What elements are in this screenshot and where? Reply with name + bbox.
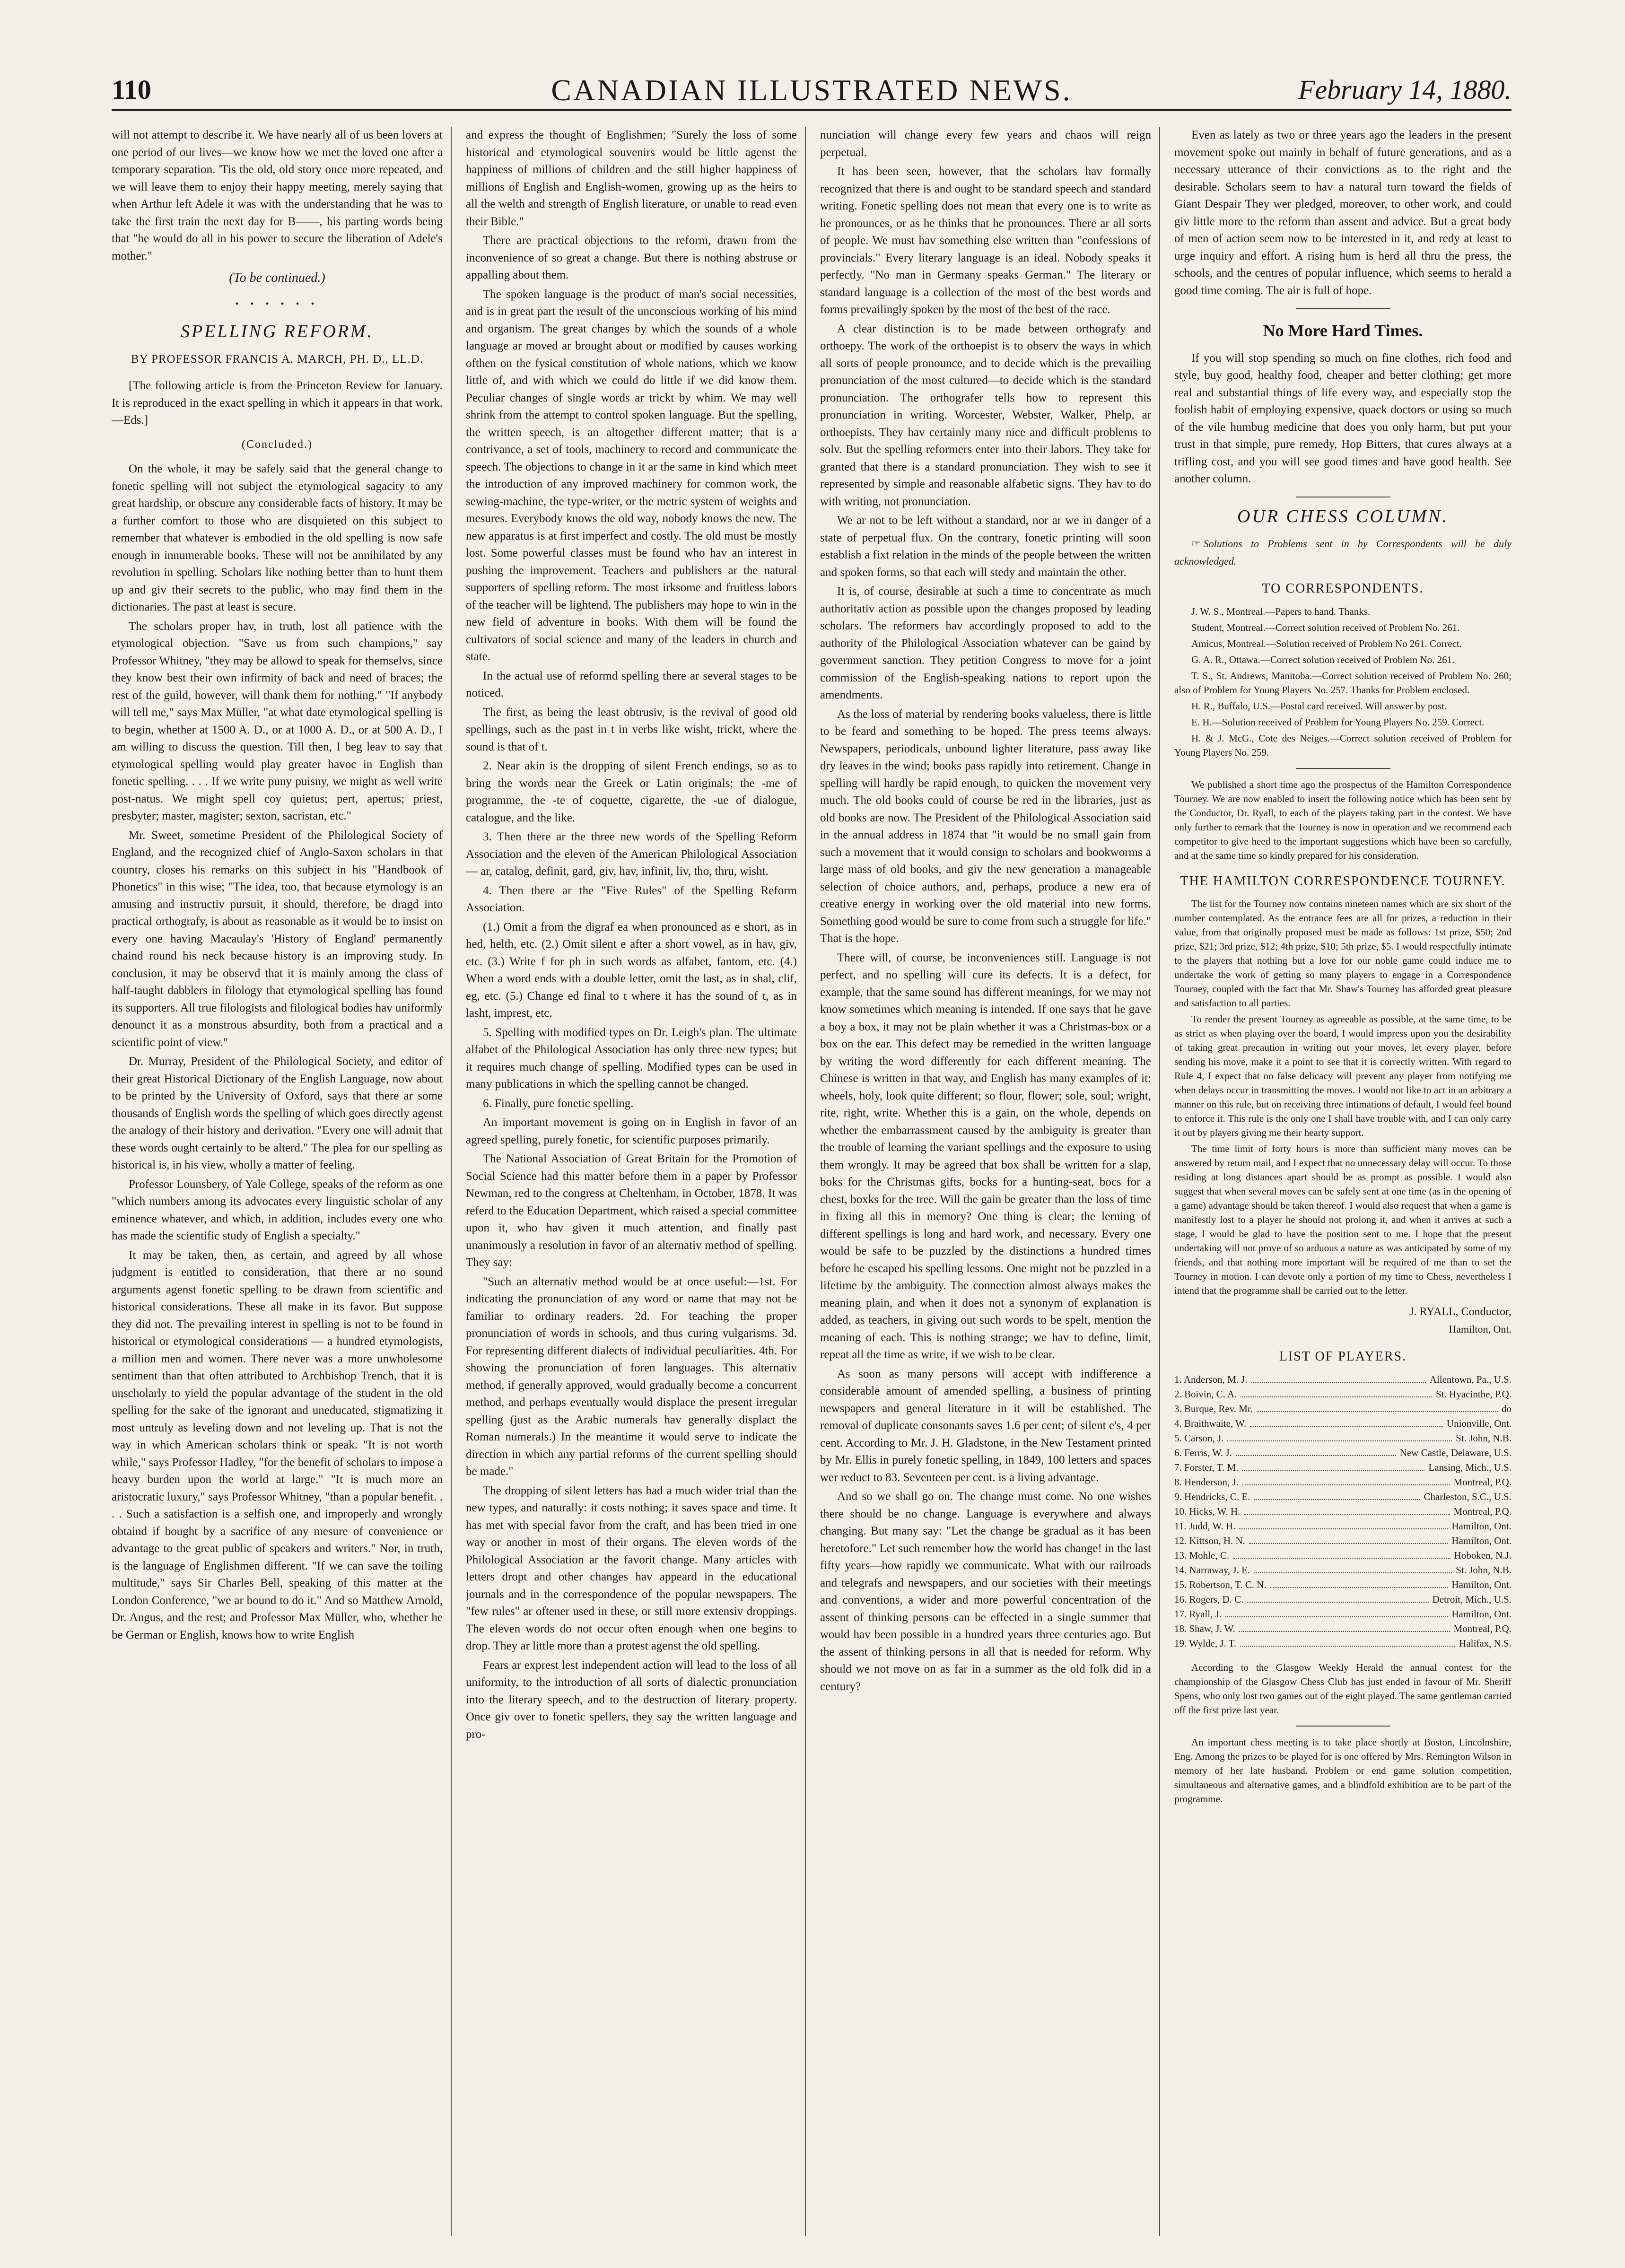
article-paragraph: On the whole, it may be safely said that the general change to fonetic spelling will not subject the etymological sagacity to any great hardship, or obscure any considerable facts of history. It may be a further comfort to those who are disquieted on this subject to remember that whatever is embodied in the old spelling is now safe enough in innumerable books. These will not be annihilated by any revolution in spelling. Scholars like nothing better than to hunt them up and giv their secrets to the public, who may find them in the dictionaries. The past at least is secure.: [112, 462, 443, 613]
article-paragraph: It may be taken, then, as certain, and agreed by all whose judgment is entitled to consideration, that there ar no sound arguments agenst fonetic spelling to be drawn from scientific and historical considerations. These all make in its favor. But suppose they did not. The prevailing interest in spelling is not to be found in historical or etymological considerations — a hundred etymologists, a million men and women. There never was a more unwholesome sentiment than that often attributed to Archbishop Trench, that it is unscholarly to yield the popular advantage of the student in the old spelling for the sake of the ignorant and uneducated, stigmatizing it most untruly as leveling down and not leveling up. That is not the way in which American scholars think or speak. "It is not worth while," says Professor Hadley, "for the benefit of scholars to impose a heavy burden upon the world at large." "It is much more an aristocratic luxury," says Professor Whitney, "than a popular benefit. . . . Such a satisfaction is a selfish one, and improperly and wrongly obtaind if bought by a sacrifice of any mesure of convenience or advantage to the great public of speakers and writers." Nor, in truth, is the language of Englishmen different. "If we can save the toiling multitude," says Sir Charles Bell, speaking of this matter at the London Conference, "we ar bound to do it." And so Matthew Arnold, Dr. Angus, and the rest; and Professor Max Müller, who, whether he be German or English, knows how to write English: [112, 1248, 443, 1641]
article-title: SPELLING REFORM.: [180, 322, 374, 341]
player-place: Allentown, Pa., U.S.: [1429, 1373, 1511, 1385]
leader-dots: [1242, 1475, 1450, 1485]
tourney-heading: THE HAMILTON CORRESPONDENCE TOURNEY.: [1180, 873, 1506, 889]
player-name: 4. Braithwaite, W.: [1174, 1417, 1247, 1429]
leader-dots: [1244, 1504, 1450, 1515]
leader-dots: [1270, 1578, 1448, 1588]
to-be-continued-note: (To be continued.): [229, 270, 325, 285]
leader-dots: [1254, 1490, 1420, 1500]
article-paragraph: We ar not to be left without a standard, nor ar we in danger of a state of perpetual flux. On the contrary, fonetic printing will soon establish a fixt relation in the minds of the people between the written and spoken forms, so that each will stedy and maintain the other.: [820, 514, 1151, 579]
issue-date: February 14, 1880.: [1298, 74, 1511, 105]
player-name: 14. Narraway, J. E.: [1174, 1564, 1250, 1576]
leader-dots: [1241, 1387, 1432, 1397]
player-entry: [1174, 1387, 1511, 1402]
page-number: 110: [112, 74, 151, 105]
player-entry: [1174, 1607, 1511, 1622]
player-name: 3. Burque, Rev. Mr.: [1174, 1403, 1253, 1414]
article-paragraph: The first, as being the least obtrusiv, is the revival of good old spellings, such as the past in t in verbs like wisht, trickt, where the sound is that of t.: [466, 706, 797, 753]
article-paragraph: 4. Then there ar the "Five Rules" of the Spelling Reform Association.: [466, 884, 797, 914]
player-entry: [1174, 1460, 1511, 1475]
section-divider: [1296, 1726, 1390, 1727]
leader-dots: [1239, 1519, 1448, 1529]
player-name: 19. Wylde, J. T.: [1174, 1637, 1237, 1649]
column-divider: [805, 127, 806, 2236]
player-place: Hamilton, Ont.: [1451, 1608, 1511, 1620]
article-paragraph: 2. Near akin is the dropping of silent French endings, so as to bring the words near the Greek or Latin originals; the -me of programme, the -te of coquette, cigarette, the -ue of dialogue, catalogue, and the like.: [466, 759, 797, 824]
player-name: 2. Boivin, C. A.: [1174, 1388, 1237, 1400]
correspondent-entry: T. S., St. Andrews, Manitoba.—Correct solution received of Problem No. 260; also of Problem for Young Players No. 257. Thanks for Problem enclosed.: [1174, 670, 1511, 696]
players-list: [1174, 1372, 1511, 1651]
player-name: 5. Carson, J.: [1174, 1432, 1224, 1444]
player-name: 11. Judd, W. H.: [1174, 1520, 1236, 1532]
conductor-place: Hamilton, Ont.: [1449, 1323, 1511, 1335]
player-name: 16. Rogers, D. C.: [1174, 1593, 1244, 1605]
player-place: Montreal, P.Q.: [1453, 1505, 1511, 1517]
players-heading: LIST OF PLAYERS.: [1279, 1349, 1407, 1364]
chess-notice: [1174, 535, 1511, 570]
player-entry: [1174, 1636, 1511, 1651]
player-place: do: [1502, 1403, 1511, 1414]
player-name: 17. Ryall, J.: [1174, 1608, 1222, 1620]
player-entry: [1174, 1519, 1511, 1534]
article-paragraph: And so we shall go on. The change must come. No one wishes there should be no change. Language is everywhere and always changing. But many say: "Let the change be gradual as it has been heretofore." Let such remember how the world has change! in the last fifty years—how rapidly we communicate. What with our railroads and telegrafs and newspapers, and our societies with their meetings and conventions, a wider and more powerful concentration of the assent of thinking persons can be effected in a single summer that would hav been possible in a hundred years three centuries ago. But the assent of thinking persons in all that is needed for reform. Why should we not move on as far in a summer as the old folk did in a century?: [820, 1490, 1151, 1693]
article-paragraph: As soon as many persons will accept with indifference a considerable amount of amended spelling, a business of printing newspapers and general literature in it will be established. The removal of duplicate consonants saves 1.6 per cent; of silent e's, 4 per cent. According to Mr. J. H. Gladstone, in the New Testament printed by Mr. Ellis in purely fonetic spelling, in 1849, 100 letters and spaces wer reduct to 83. Seventeen per cent. is a living advantage.: [820, 1367, 1151, 1484]
correspondents-heading: TO CORRESPONDENTS.: [1262, 581, 1424, 596]
leader-dots: [1257, 1402, 1498, 1412]
column-divider: [451, 127, 452, 2236]
player-entry: [1174, 1534, 1511, 1548]
correspondent-entry: J. W. S., Montreal.—Papers to hand. Thanks.: [1191, 605, 1371, 617]
article-paragraph: There will, of course, be inconveniences still. Language is not perfect, and no spelling will cure its defects. It is a defect, for example, that the same sound has different meanings, for we may not know sometimes which meaning is intended. If one says that he gave a boy a box, it may not be plain whether it was a Christmas-box or a box on the ear. This defect may be remedied in the written language by writing the word differently for each different meaning. The Chinese is written in that way, and English has many examples of it: wheels, holy, look quite different; so flour, flower; sole, soul; wright, rite, right, write. Whether this is a gain, on the whole, depends on whether the embarrassment caused by the ambiguity is greater than the trouble of learning the variant spellings and the exposure to using them wrongly. It may be agreed that box shall be written for a slap, boks for the Christmas gifts, bocks for a hunting-seat, bocs for a chest, boxks for the tree. Will the gain be greater than the loss of time in fixing all this in memory? One thing is clear; the lerning of different spellings is long and hard work, and necessary. Every one would be safe to be puzzled by the distinctions a hundred times before he escaped his spelling lessons. One might not be puzzled in a lifetime by the ambiguity. The connection almost always makes the meaning plain, and when it does not a synonym of explanation is added, as teachers, in giving out such words to be spelt, mention the meaning of each. This is nothing strange; we hav to define, limit, repeat all the time as write, if we wish to be clear.: [820, 951, 1151, 1361]
leader-dots: [1249, 1534, 1448, 1544]
article-paragraph: It is, of course, desirable at such a time to concentrate as much authoritativ action as possible upon the changes proposed by leading scholars. The reformers hav accordingly proposed to add to the authority of the Philological Association whatever can be gaind by government sanction. They petition Congress to move for a joint commission of the English-speaking nations to report upon the amendments.: [820, 585, 1151, 701]
player-entry: [1174, 1372, 1511, 1387]
player-name: 9. Hendricks, C. E.: [1174, 1491, 1250, 1502]
article-paragraph: It has been seen, however, that the scholars hav formally recognized that there is and ought to be standard speech and standard writing. Fonetic spelling does not mean that every one is to write as he pronounces, or as he thinks that he pronounces. There ar all sorts of people. We must hav something else written than "confessions of provincials." Every literary language is an ideal. Nobody speaks it perfectly. "No man in Germany speaks German." The literary or standard language is a collection of the most of the best words and forms prevailingly spoken by the most of the best of the race.: [820, 165, 1151, 316]
player-entry: [1174, 1504, 1511, 1519]
newspaper-title: CANADIAN ILLUSTRATED NEWS.: [551, 73, 1072, 107]
leader-dots: [1225, 1607, 1448, 1617]
player-name: 18. Shaw, J. W.: [1174, 1622, 1235, 1634]
article-paragraph: The National Association of Great Britain for the Promotion of Social Science had this matter before them in a paper by Professor Newman, red to the congress at Cheltenham, in October, 1878. It was referd to the Education Department, which raised a special committee upon it, who hav given it much attention, and finally past unanimously a resolution in favor of an alternativ method of spelling. They say:: [466, 1152, 797, 1269]
correspondent-entry: H. R., Buffalo, U.S.—Postal card received. Will answer by post.: [1191, 700, 1447, 712]
editor-note: [The following article is from the Princeton Review for January. It is reproduced in the exact spelling in which it appears in that work.—Eds.]: [112, 379, 443, 427]
tourney-paragraph: The time limit of forty hours is more than sufficient many moves can be answered by return mail, and I expect that no unnecessary delay will occur. To those residing at long distances apart should be as prompt as possible. I would also suggest that when several moves can be safely sent at one time (as in the opening of a game) advantage should be taken thereof. I would also request that when a game is manifestly lost to a player he should not prolong it, and when it arrives at such a stage, I would be glad to have the position sent to me. I hope that the present undertaking will not prove of so arduous a nature as was anticipated by some of my friends, and that nothing more important will be required of me than to set the Tourney in motion. I can devote only a portion of my time to Chess, nevertheless I intend that the programme shall be carried out to the letter.: [1174, 1143, 1511, 1296]
player-entry: [1174, 1622, 1511, 1636]
player-place: Lansing, Mich., U.S.: [1428, 1461, 1511, 1473]
article-paragraph: nunciation will change every few years and chaos will reign perpetual.: [820, 129, 1151, 159]
column-3: [820, 127, 1151, 2236]
article-paragraph: "Such an alternativ method would be at once useful:—1st. For indicating the pronunciation of any word or name that may not be familiar to ordinary readers. 2d. For teaching the proper pronunciation of words in schools, and thus curing vulgarisms. 3d. For representing different dialects of individual peculiarities. 4th. For showing the pronunciation of foren languages. This alternativ method, if generally approved, would gradually become a concurrent method, and perhaps eventually would displace the present irregular spelling (just as the Arabic numerals hav generally displact the Roman numerals.) In the meantime it would serve to indicate the direction in which any partial reforms of the current spelling should be made.": [466, 1275, 797, 1478]
advertisement-title: No More Hard Times.: [1263, 321, 1423, 340]
column-1: [112, 127, 443, 2236]
boston-note: An important chess meeting is to take place shortly at Boston, Lincolnshire, Eng. Among the prizes to be played for is one offered by Mrs. Remington Wilson in memory of her late husband. Problem or end game solution competition, simultaneous and alternative games, and a blindfold exhibition are to be part of the programme.: [1174, 1736, 1511, 1805]
player-place: Charleston, S.C., U.S.: [1424, 1491, 1511, 1502]
player-entry: [1174, 1548, 1511, 1563]
article-paragraph: The dropping of silent letters has had a much wider trial than the new types, and naturally: it costs nothing; it saves space and time. It has met with special favor from the craft, and has been tried in one way or another in most of their organs. The eleven words of the Philological Association ar the favorit change. Many articles with letters dropt and other changes hav appeard in the educational journals and in the correspondence of the popular newspapers. The "few rules" ar oftener used in these, or still more extensiv droppings. The eleven words do not occur often enough when one begins to drop. They ar little more than a protest agenst the old spelling.: [466, 1484, 797, 1652]
player-name: 1. Anderson, M. J.: [1174, 1373, 1248, 1385]
player-place: Montreal, P.Q.: [1453, 1622, 1511, 1634]
player-place: Hamilton, Ont.: [1451, 1579, 1511, 1590]
article-paragraph: An important movement is going on in English in favor of an agreed spelling, purely fonetic, for scientific purposes primarily.: [466, 1116, 797, 1146]
article-paragraph: Professor Lounsbery, of Yale College, speaks of the reform as one "which numbers among its advocates every linguistic scholar of any eminence whatever, and which, in addition, includes every one who has made the scientific study of English a specialty.": [112, 1178, 443, 1242]
chess-notice-text: Solutions to Problems sent in by Correspondents will be duly acknowledged.: [1174, 538, 1511, 567]
correspondent-entry: G. A. R., Ottawa.—Correct solution received of Problem No. 261.: [1191, 654, 1455, 665]
leader-dots: [1247, 1592, 1428, 1603]
leader-dots: [1239, 1622, 1450, 1632]
tourney-paragraph: The list for the Tourney now contains nineteen names which are six short of the number contemplated. As the entrance fees are all for prizes, a reduction in their value, from that originally proposed must be made as follows: 1st prize, $50; 2nd prize, $21; 3rd prize, $12; 4th prize, $10; 5th prize, $5. I would respectfully intimate to the players that nothing but a love for our noble game could induce me to undertake the work of getting so many players to engage in a Correspondence Tourney, coupled with the fact that Mr. Shaw's Tourney has afforded great pleasure and satisfaction to all parties.: [1174, 898, 1511, 1009]
article-paragraph: The spoken language is the product of man's social necessities, and is in great part the result of the unconscious working of his mind and organism. The great changes by which the sounds of a whole language ar moved ar brought about or modified by causes working ofthen on the fysical constitution of whole nations, which we know little of, and with which we could do little if we did know them. Peculiar changes of single words ar trickt by whim. We may well shrink from the attempt to control spoken language. But the spelling, the written speech, is an altogether different matter; that is a contrivance, a set of tools, machinery to record and communicate the speech. The objections to change in it ar the same in kind which meet the introduction of any improved machinery for common work, the sewing-machine, the type-writer, or the metric system of weights and mesures. Everybody knows the old way, nobody knows the new. The new apparatus is at first imperfect and costly. The old must be mostly lost. Some powerful classes must be found who hav an interest in pushing the improvement. Teachers and publishers ar the natural supporters of spelling reform. The most irksome and fruitless labors of the teacher will be lightend. The publishers may hope to win in the new field of adventure in books. With them will be found the cultivators of social science and many of the leaders in church and state.: [466, 288, 797, 663]
leader-dots: [1251, 1372, 1426, 1383]
advertisement-text: If you will stop spending so much on fine clothes, rich food and style, buy good, healthy food, cheaper and better clothing; get more real and substantial things of life every way, and especially stop the foolish habit of employing expensive, quack doctors or using so much of the vile humbug medicine that does you only harm, but put your trust in that simple, pure remedy, Hop Bitters, that cures always at a trifling cost, and you will see good times and have good health. See another column.: [1174, 351, 1511, 485]
leader-dots: [1227, 1431, 1452, 1441]
player-place: Hoboken, N.J.: [1454, 1549, 1511, 1561]
player-entry: [1174, 1416, 1511, 1431]
correspondent-entry: H. & J. McG., Cote des Neiges.—Correct solution received of Problem for Young Players No. 259.: [1174, 732, 1511, 758]
article-paragraph: and express the thought of Englishmen; "Surely the loss of some historical and etymological souvenirs would be little agenst the happiness of millions of children and the still higher happiness of millions of English and English-women, growing up as the heirs to all the welth and strength of English literature, or unable to read even their Bible.": [466, 129, 797, 228]
player-entry: [1174, 1446, 1511, 1460]
player-entry: [1174, 1402, 1511, 1416]
player-place: Hamilton, Ont.: [1451, 1535, 1511, 1546]
player-place: St. Hyacinthe, P.Q.: [1436, 1388, 1511, 1400]
player-place: Halifax, N.S.: [1459, 1637, 1511, 1649]
player-place: St. John, N.B.: [1456, 1564, 1511, 1576]
masthead: [112, 71, 1511, 111]
player-entry: [1174, 1475, 1511, 1490]
column-4: [1174, 127, 1511, 2236]
article-paragraph: 3. Then there ar the three new words of the Spelling Reform Association and the eleven of the American Philological Association — ar, catalog, definit, gard, giv, hav, infinit, liv, tho, thru, wisht.: [466, 830, 797, 878]
conductor-signature: J. RYALL, Conductor,: [1409, 1306, 1511, 1318]
player-name: 13. Mohle, C.: [1174, 1549, 1230, 1561]
player-place: St. John, N.B.: [1456, 1432, 1511, 1444]
player-entry: [1174, 1563, 1511, 1578]
article-paragraph: Even as lately as two or three years ago the leaders in the present movement spoke out mainly in behalf of future generations, and as a necessary utterance of their convictions as to the right and the desirable. Scholars seem to hav a natural turn toward the fields of Giant Despair They wer pledged, moreover, to other work, and could giv little more to the reform than assent and advice. But a great body of men of action seem now to be interested in it, and redy at least to urge inquiry and effort. A rising hum is herd all thru the press, the schools, and the centres of popular influence, which seems to herald a good time coming. The air is full of hope.: [1174, 129, 1511, 297]
column-2: [466, 127, 797, 2236]
player-place: Unionville, Ont.: [1446, 1417, 1511, 1429]
leader-dots: [1242, 1460, 1424, 1471]
player-place: Montreal, P.Q.: [1453, 1476, 1511, 1488]
player-name: 7. Forster, T. M.: [1174, 1461, 1239, 1473]
leader-dots: [1236, 1446, 1396, 1456]
player-name: 12. Kittson, H. N.: [1174, 1535, 1245, 1546]
article-paragraph: There are practical objections to the reform, drawn from the inconvenience of so great a change. But there is nothing abstruse or appalling about them.: [466, 234, 797, 281]
article-paragraph: (1.) Omit a from the digraf ea when pronounced as e short, as in hed, helth, etc. (2.) Omit silent e after a short vowel, as in hav, giv, etc. (3.) Write f for ph in such words as alfabet, fantom, etc. (4.) When a word ends with a double letter, omit the last, as in shal, clif, eg, etc. (5.) Change ed final to t where it has the sound of t, as in lasht, imprest, etc.: [466, 920, 797, 1020]
tourney-paragraph: To render the present Tourney as agreeable as possible, at the same time, to be as strict as when playing over the board, I would impress upon you the desirability of taking great precaution in writing out your moves, let every player, before sending his move, make it a point to see that it is correctly written. With regard to Rule 4, I expect that no false delicacy will prevent any player from notifying me when delays occur in transmitting the moves. I would not like to act in an arbitrary a manner on this rule, but on receiving three intimations of default, I would feel bound to enforce it. This rule is the only one I shall have trouble with, and I can only carry it out by players giving me their hearty support.: [1174, 1013, 1511, 1138]
article-paragraph: Fears ar exprest lest independent action will lead to the loss of all uniformity, to the introduction of all sorts of dialectic pronunciation into the literary speech, and to the destruction of literary property. Once giv over to fonetic spellers, they say the written language and pro-: [466, 1658, 797, 1741]
leader-dots: [1233, 1548, 1450, 1559]
article-paragraph: A clear distinction is to be made between orthografy and orthoepy. The work of the orthoepist is to observ the ways in which all sorts of people pronounce, and to decide which is the prevailing pronunciation of the most cultured—to decide which is the standard pronunciation. The orthografer tells how to represent this pronunciation in writing. Worcester, Webster, Walker, Phelp, ar orthoepists. They hav certainly many nice and difficult problems to solv. But the spelling reformers enter into their labors. They take for granted that there is a standard pronunciation. They wish to see it represented by simple and reasonable alfabetic signs. They hav to do with writing, not pronunciation.: [820, 322, 1151, 508]
pointing-hand-icon: ☞: [1191, 538, 1201, 550]
article-paragraph: Dr. Murray, President of the Philological Society, and editor of their great Historical Dictionary of the English Language, now about to be printed by the University of Oxford, says that there ar some thousands of English words the spelling of which goes directly agenst the analogy of their history and derivation. "Every one will admit that these words ought certainly to be alterd." The plea for our spelling as historical is, in his view, wholly a matter of feeling.: [112, 1055, 443, 1171]
article-byline: BY PROFESSOR FRANCIS A. MARCH, PH. D., LL.D.: [131, 352, 424, 366]
player-entry: [1174, 1431, 1511, 1446]
article-paragraph: As the loss of material by rendering books valueless, there is little to be feard and something to be hoped. The press teems always. Newspapers, periodicals, unbound lighter literature, pass away like dry leaves in the wind; books pass rapidly into retirement. Change in spelling will hardly be rapid enough, to quicken the movement very much. The old books could of course be red in the libraries, just as old books are now. The President of the Philological Association said in the annual address in 1874 that "it would be no small gain from such a movement that it would consign to scholars and bookworms a large mass of old books, and giv the new generation a manageable selection of choice authors, and, perhaps, produce a new era of creative energy in working over the old material into new forms. Something good would be sure to come from such a struggle for life." That is the hope.: [820, 707, 1151, 945]
player-place: Hamilton, Ont.: [1451, 1520, 1511, 1532]
section-divider: [1296, 308, 1390, 309]
leader-dots: [1240, 1636, 1455, 1647]
player-name: 10. Hicks, W. H.: [1174, 1505, 1241, 1517]
player-place: Detroit, Mich., U.S.: [1432, 1593, 1511, 1605]
article-paragraph: The scholars proper hav, in truth, lost all patience with the etymological objection. "Save us from such champions," say Professor Whitney, "they may be allowd to speak for themselvs, since they know best their own infirmity of back and need of braces; the rest of the guild, however, will thank them for nothing." "If anybody will tell me," says Max Müller, "at what date etymological spelling is to begin, whether at 1500 A. D., or at 1000 A. D., or at 500 A. D., I am willing to discuss the question. Till then, I beg leav to say that etymological spelling would play greater havoc in English than fonetic spelling. . . . If we write puny puisny, we might as well write post-natus. We might spell coy quietus; pert, apertus; priest, presbyter; master, magister; sexton, sacristan, etc.": [112, 619, 443, 822]
article-paragraph: In the actual use of reformd spelling there ar several stages to be noticed.: [466, 669, 797, 699]
leader-dots: [1254, 1563, 1452, 1573]
player-entry: [1174, 1592, 1511, 1607]
tourney-prospectus: We published a short time ago the prospectus of the Hamilton Correspondence Tourney. We are now enabled to insert the following notice which has been sent by the Conductor, Dr. Ryall, to each of the players taking part in the contest. We have only further to remark that the Tourney is now in operation and we recommend each competitor to give heed to the important suggestions which have been so carefully, and at the same time so kindly prepared for his consideration.: [1174, 778, 1511, 861]
player-entry: [1174, 1490, 1511, 1504]
correspondent-entry: E. H.—Solution received of Problem for Young Players No. 259. Correct.: [1191, 716, 1485, 728]
column-divider: [1159, 127, 1160, 2236]
player-name: 8. Henderson, J.: [1174, 1476, 1239, 1488]
section-divider: [1296, 768, 1390, 769]
correspondent-entry: Amicus, Montreal.—Solution received of Problem No 261. Correct.: [1191, 637, 1462, 649]
player-entry: [1174, 1578, 1511, 1592]
chess-column-title: OUR CHESS COLUMN.: [1237, 506, 1449, 526]
player-name: 15. Robertson, T. C. N.: [1174, 1579, 1267, 1590]
concluded-label: (Concluded.): [242, 438, 313, 451]
correspondent-entry: Student, Montreal.—Correct solution received of Problem No. 261.: [1191, 621, 1460, 633]
article-paragraph: Mr. Sweet, sometime President of the Philological Society of England, and the recognized chief of Anglo-Saxon scholars in that country, closes his remarks on this subject in his "Handbook of Phonetics" in this wise; "The idea, too, that because etymology is an amusing and instructiv pursuit, it should, therefore, be dragd into practical orthografy, is about as reasonable as it would be to insist on every one having Macaulay's 'History of England' permanently chaind round his neck because history is an improving study. In conclusion, it may be observd that it is mainly among the class of half-taught dabblers in filology that etymological spelling has found its supporters. All true filologists and filological bodies hav uniformly denounct it as a monstrous absurdity, both from a practical and a scientific point of view.": [112, 829, 443, 1049]
leader-dots: [1250, 1416, 1443, 1427]
article-paragraph: 5. Spelling with modified types on Dr. Leigh's plan. The ultimate alfabet of the Philological Association has only three new types; but it requires much change of spelling. Modified types can be used in many publications in which the spelling cannot be changed.: [466, 1026, 797, 1090]
glasgow-note: According to the Glasgow Weekly Herald the annual contest for the championship of the Glasgow Chess Club has just ended in favour of Mr. Sheriff Spens, who only lost two games out of the eight played. The same gentleman carried off the first prize last year.: [1174, 1661, 1511, 1716]
article-paragraph: 6. Finally, pure fonetic spelling.: [483, 1097, 634, 1110]
player-name: 6. Ferris, W. J.: [1174, 1447, 1232, 1458]
section-ornament: • • • • • •: [235, 298, 319, 309]
player-place: New Castle, Delaware, U.S.: [1399, 1447, 1511, 1458]
story-ending: will not attempt to describe it. We have nearly all of us been lovers at one period of our lives—we know how we met the loved one after a temporary separation. 'Tis the old, old story once more repeated, and we will leave them to enjoy their happy meeting, merely saying that when Arthur left Adele it was with the understanding that he was to take the first train the next day for B——, his parting words being that "he would do all in his power to secure the liberation of Adele's mother.": [112, 129, 443, 262]
